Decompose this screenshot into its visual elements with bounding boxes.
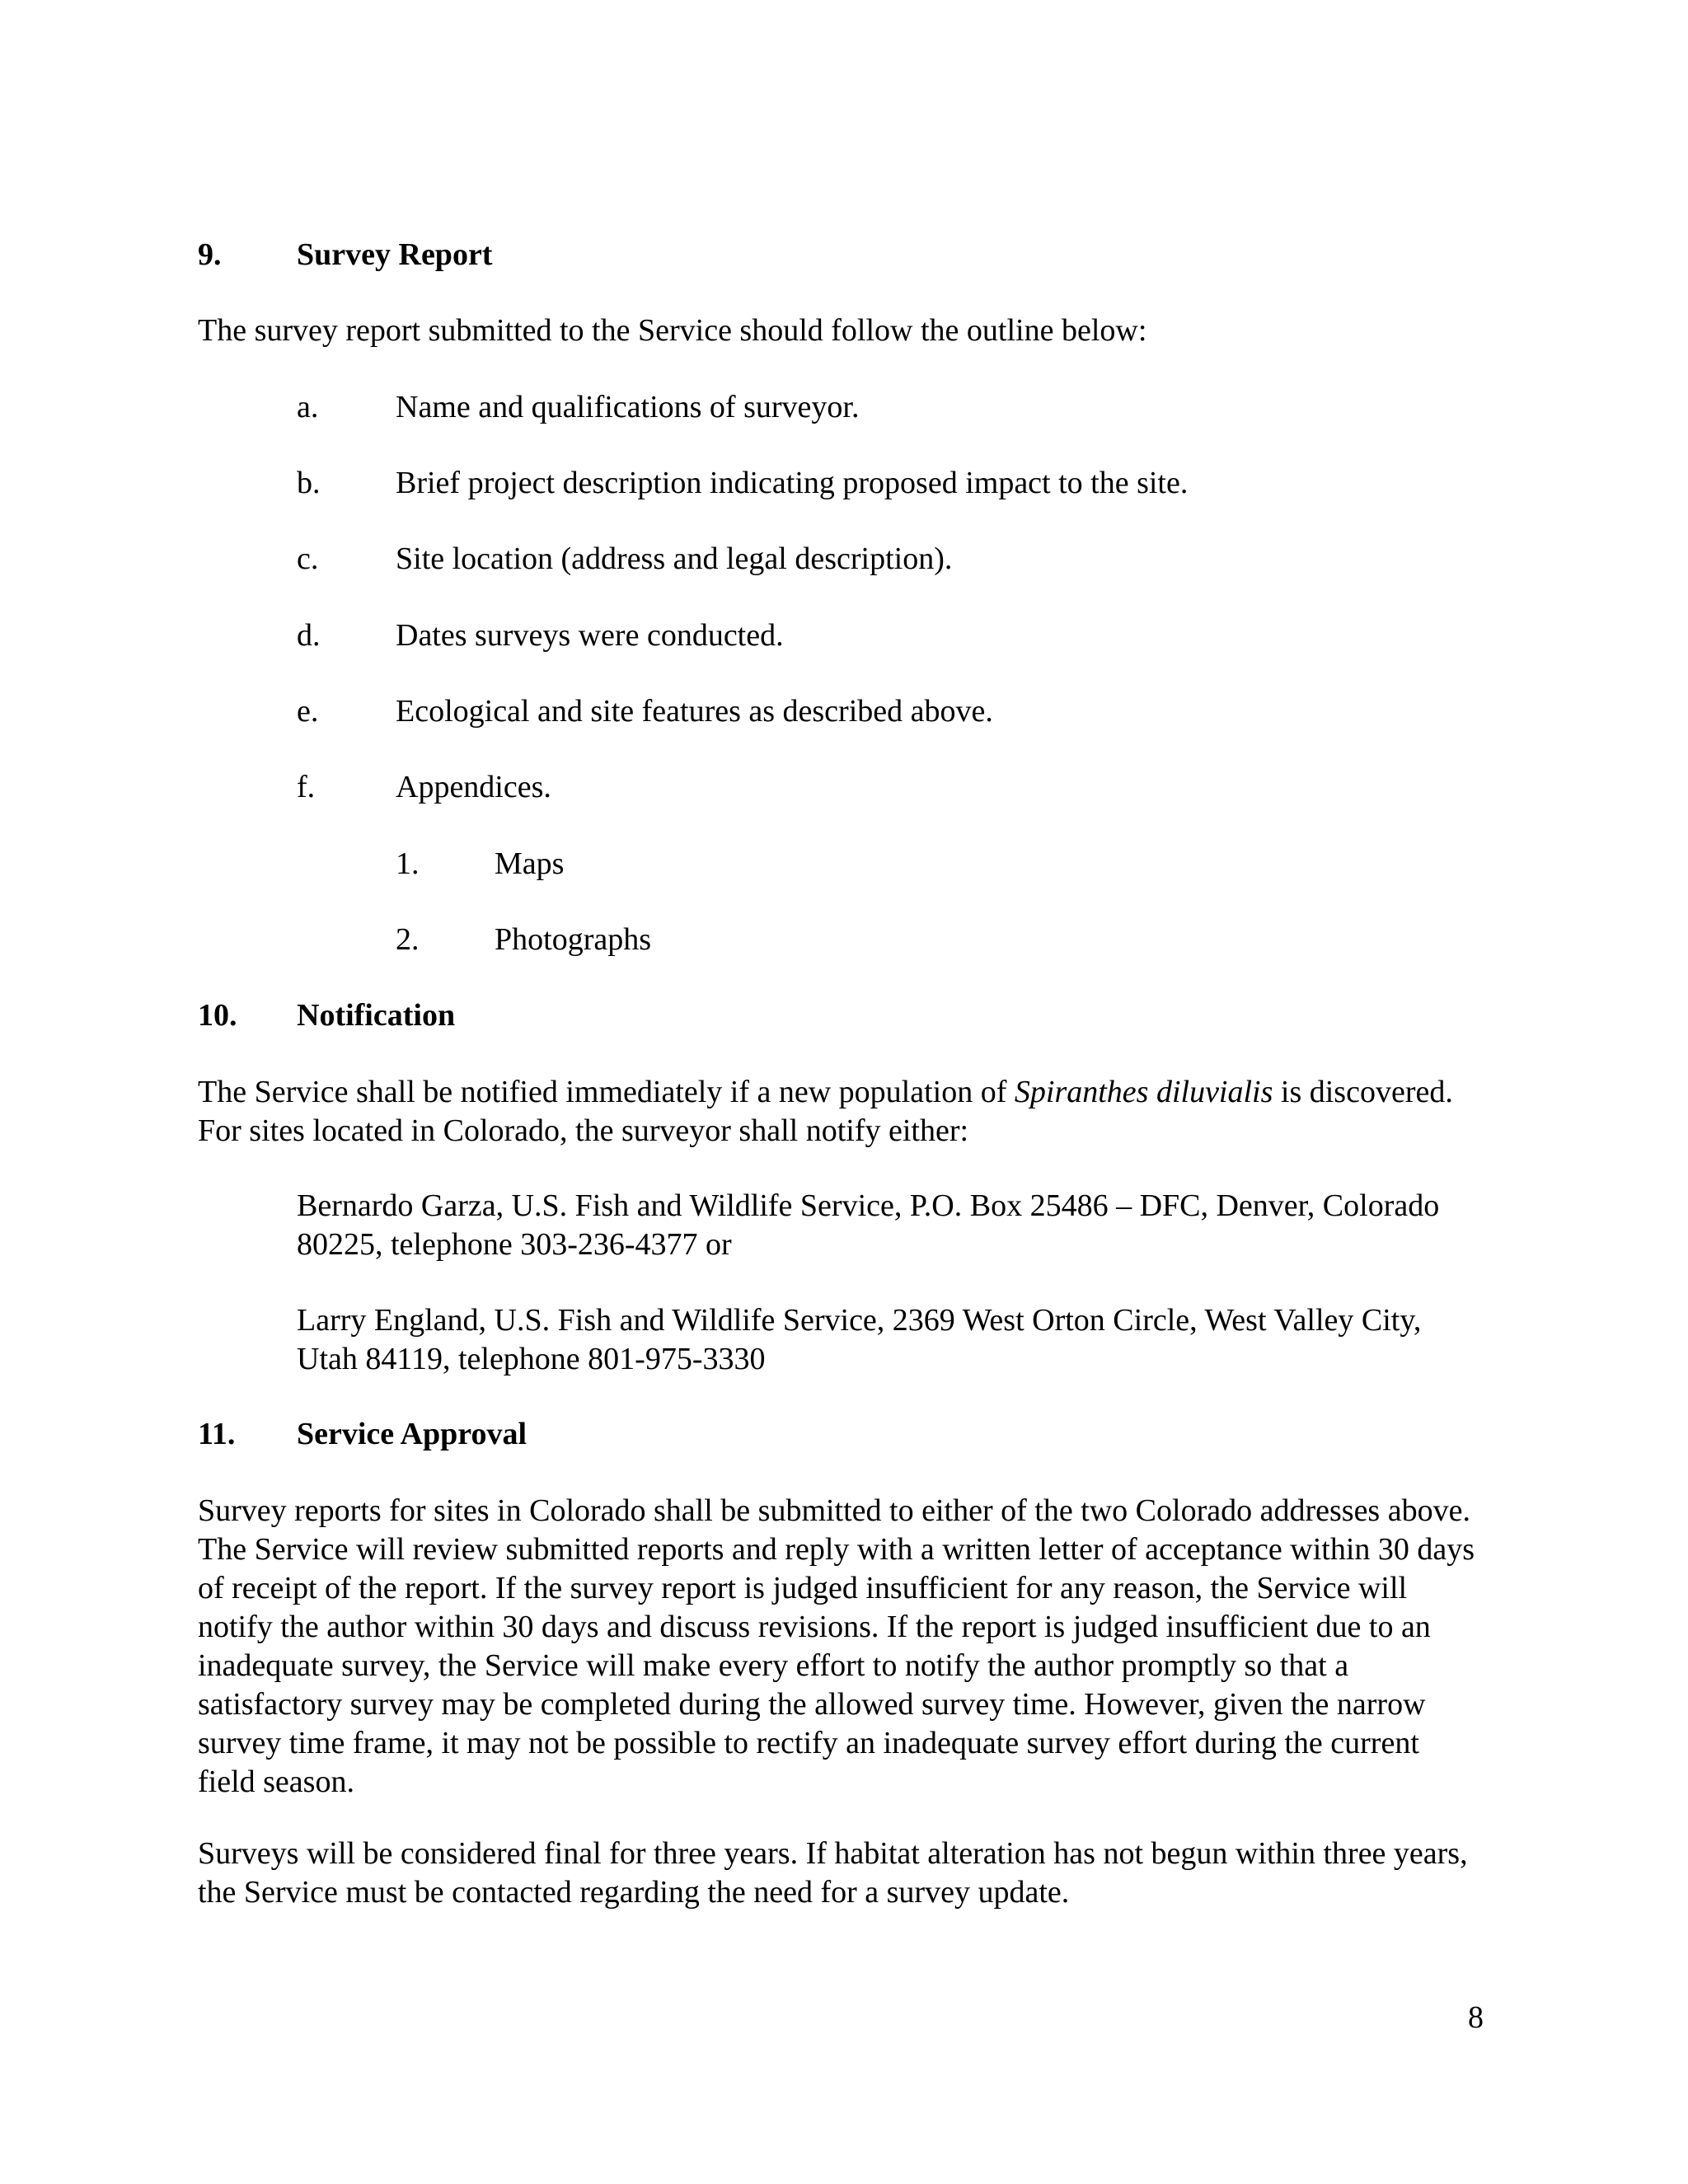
- contact-england: Larry England, U.S. Fish and Wildlife Service, 2369 West Orton Circle, West Valley City, Utah 84119, telephone 801-975-3330: [297, 1303, 1422, 1376]
- contact-garza: Bernardo Garza, U.S. Fish and Wildlife Service, P.O. Box 25486 – DFC, Denver, Colorado 80225, telephone 303-236-4377 or: [297, 1188, 1440, 1262]
- section-number: 10.: [198, 998, 237, 1033]
- section-number: 11.: [198, 1417, 236, 1451]
- outline-text: Ecological and site features as described above.: [396, 694, 993, 729]
- outline-text: Site location (address and legal description).: [396, 541, 953, 576]
- appendix-text: Photographs: [495, 922, 651, 957]
- page-number: 8: [1468, 2000, 1484, 2035]
- outline-marker: c.: [297, 541, 319, 576]
- survey-report-intro: The survey report submitted to the Service should follow the outline below:: [198, 313, 1147, 348]
- appendix-text: Maps: [495, 846, 565, 881]
- section-number: 9.: [198, 237, 222, 272]
- section-title: Notification: [297, 998, 456, 1033]
- notification-text-end: is discovered. For sites located in Colorado, the surveyor shall notify either:: [198, 1075, 1453, 1148]
- outline-text: Dates surveys were conducted.: [396, 618, 784, 653]
- species-name: Spiranthes diluvialis: [1014, 1075, 1273, 1109]
- outline-text: Brief project description indicating proposed impact to the site.: [396, 466, 1189, 500]
- outline-marker: a.: [297, 390, 319, 424]
- outline-marker: f.: [297, 770, 316, 804]
- outline-text: Name and qualifications of surveyor.: [396, 390, 860, 424]
- section-title: Service Approval: [297, 1417, 528, 1451]
- outline-marker: e.: [297, 694, 319, 729]
- section-title: Survey Report: [297, 237, 493, 272]
- notification-text-start: The Service shall be notified immediately if a new population of: [198, 1075, 1015, 1109]
- outline-marker: b.: [297, 466, 321, 500]
- notification-paragraph: [198, 1073, 1484, 1151]
- appendix-marker: 1.: [396, 846, 420, 881]
- service-approval-paragraph: Survey reports for sites in Colorado shall be submitted to either of the two Colorado addresses above. The Service will review submitted reports and reply with a written letter of acceptance within 30 days of receipt of the report. If the survey report is judged insufficient for any reason, the Service will notify the author within 30 days and discuss revisions. If the report is judged insufficient due to an inadequate survey, the Service will make every effort to notify the author promptly so that a satisfactory survey may be completed during the allowed survey time. However, given the narrow survey time frame, it may not be possible to rectify an inadequate survey effort during the current field season.: [198, 1493, 1475, 1799]
- outline-marker: d.: [297, 618, 321, 653]
- survey-validity-paragraph: Surveys will be considered final for three years. If habitat alteration has not begun within three years, the Service must be contacted regarding the need for a survey update.: [198, 1836, 1468, 1910]
- outline-text: Appendices.: [396, 770, 551, 804]
- appendix-marker: 2.: [396, 922, 420, 957]
